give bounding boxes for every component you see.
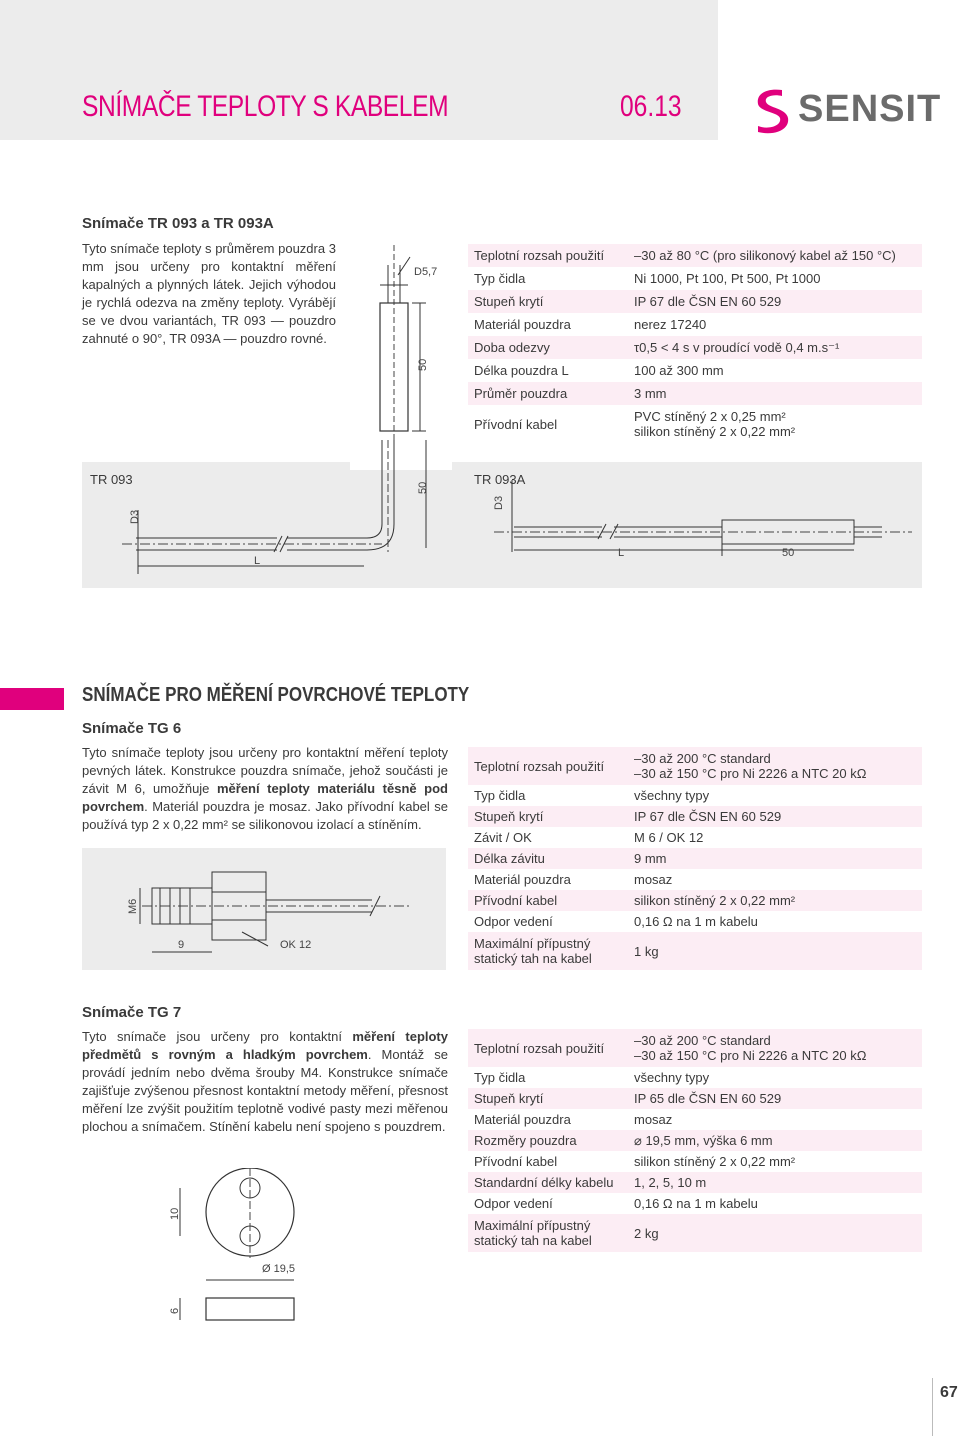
spec-row: Materiál pouzdra mosaz (468, 1109, 922, 1130)
tr093-description: Tyto snímače teploty s průměrem pouzdra 3 mm jsou určeny pro kontaktní měření kapalných a plynných látek. Jejich výhodou je rychlá odezva na změny teploty. Vyrábějí se ve dvou variantách, TR 093 — pouzdro zahnuté o 90°, TR 093A — pouzdro rovné. (82, 241, 336, 346)
label-tr093: TR 093 (90, 472, 133, 487)
page-number: 67 (940, 1384, 958, 1401)
spec-row: Materiál pouzdra nerez 17240 (468, 313, 922, 336)
spec-row: Odpor vedení 0,16 Ω na 1 m kabelu (468, 911, 922, 932)
spec-row: Přívodní kabel silikon stíněný 2 x 0,22 mm² (468, 890, 922, 911)
spec-row: Délka závitu 9 mm (468, 848, 922, 869)
section-number: 06.13 (620, 90, 682, 123)
dim-9: 9 (178, 939, 185, 951)
spec-row: Délka pouzdra L 100 až 300 mm (468, 359, 922, 382)
spec-row: Průměr pouzdra 3 mm (468, 382, 922, 405)
spec-row: Stupeň krytí IP 67 dle ČSN EN 60 529 (468, 806, 922, 827)
spec-row: Stupeň krytí IP 67 dle ČSN EN 60 529 (468, 290, 922, 313)
dim-l-left: L (254, 555, 261, 567)
spec-row: Maximální přípustný statický tah na kabel 2 kg (468, 1214, 922, 1252)
spec-row: Maximální přípustný statický tah na kabel 1 kg (468, 932, 922, 970)
spec-row: Doba odezvy τ0,5 < 4 s v proudící vodě 0,4 m.s⁻¹ (468, 336, 922, 359)
section2-title: SNÍMAČE PRO MĚŘENÍ POVRCHOVÉ TEPLOTY (82, 684, 470, 706)
spec-row: Teplotní rozsah použití –30 až 200 °C standard –30 až 150 °C pro Ni 2226 a NTC 20 kΩ (468, 747, 922, 785)
dim-50-left: 50 (417, 481, 429, 494)
dim-50-right: 50 (782, 547, 795, 559)
tg6-description: Tyto snímače teploty jsou určeny pro kontaktní měření teploty pevných látek. Konstrukce pouzdra snímače, jehož součásti je závit M 6, umožňuje měření teploty materiálu těsně pod povrchem. Materiál pouzdra je mosaz. Jako přívodní kabel se používá typ 2 x 0,22 mm² se silikonovou izolací a stíněním. (82, 745, 448, 832)
dim-diameter: Ø 19,5 (262, 1263, 296, 1275)
dim-6: 6 (169, 1307, 181, 1314)
spec-row: Přívodní kabel silikon stíněný 2 x 0,22 mm² (468, 1151, 922, 1172)
page-number-divider (932, 1378, 933, 1436)
tr093-heading: Snímače TR 093 a TR 093A (82, 215, 274, 232)
dim-m6: M6 (127, 898, 139, 914)
tg7-spec-table (468, 1029, 922, 1252)
tr093-probe-drawing (370, 245, 440, 445)
tg6-diagram (82, 848, 446, 970)
spec-row: Stupeň krytí IP 65 dle ČSN EN 60 529 (468, 1088, 922, 1109)
brand-name: SENSIT (798, 88, 942, 130)
tr093-diagrams (82, 440, 922, 590)
spec-row: Odpor vedení 0,16 Ω na 1 m kabelu (468, 1193, 922, 1214)
spec-row: Materiál pouzdra mosaz (468, 869, 922, 890)
spec-row: Standardní délky kabelu 1, 2, 5, 10 m (468, 1172, 922, 1193)
section-accent-bar (0, 688, 64, 710)
spec-row: Typ čidla všechny typy (468, 1067, 922, 1088)
dim-d3-left: D3 (129, 509, 141, 524)
tg7-diagram (160, 1168, 310, 1338)
spec-row: Závit / OK M 6 / OK 12 (468, 827, 922, 848)
tr093-spec-table (468, 244, 922, 443)
spec-row: Teplotní rozsah použití –30 až 200 °C standard –30 až 150 °C pro Ni 2226 a NTC 20 kΩ (468, 1029, 922, 1067)
tg6-heading: Snímače TG 6 (82, 720, 182, 737)
spec-row: Přívodní kabel PVC stíněný 2 x 0,25 mm² silikon stíněný 2 x 0,22 mm² (468, 405, 922, 443)
tg7-description: Tyto snímače jsou určeny pro kontaktní měření teploty předmětů s rovným a hladkým povrchem. Montáž se provádí jedním nebo dvěma šrouby M4. Konstrukce snímače zajišťuje zvýšenou přesnost kontaktní metody měření, přesnost měření lze zvýšit použitím teplotně vodivé pasty mezi měřenou plochou a snímačem. Stínění kabelu není spojeno s pouzdrem. (82, 1029, 448, 1134)
tg7-heading: Snímače TG 7 (82, 1004, 182, 1021)
spec-row: Typ čidla všechny typy (468, 785, 922, 806)
spec-row: Teplotní rozsah použití –30 až 80 °C (pro silikonový kabel až 150 °C) (468, 244, 922, 267)
dim-50-vertical: 50 (417, 358, 429, 371)
dim-l-right: L (618, 547, 625, 559)
page-title: SNÍMAČE TEPLOTY S KABELEM (82, 90, 449, 123)
sensit-logo-icon (752, 86, 794, 136)
label-tr093a: TR 093A (474, 472, 526, 487)
dim-d57: D5,7 (414, 266, 438, 278)
dim-10: 10 (169, 1207, 181, 1220)
spec-row: Typ čidla Ni 1000, Pt 100, Pt 500, Pt 1000 (468, 267, 922, 290)
dim-ok12: OK 12 (280, 939, 312, 951)
tg6-spec-table (468, 747, 922, 970)
dim-d3-right: D3 (493, 495, 505, 510)
spec-row: Rozměry pouzdra ⌀ 19,5 mm, výška 6 mm (468, 1130, 922, 1151)
